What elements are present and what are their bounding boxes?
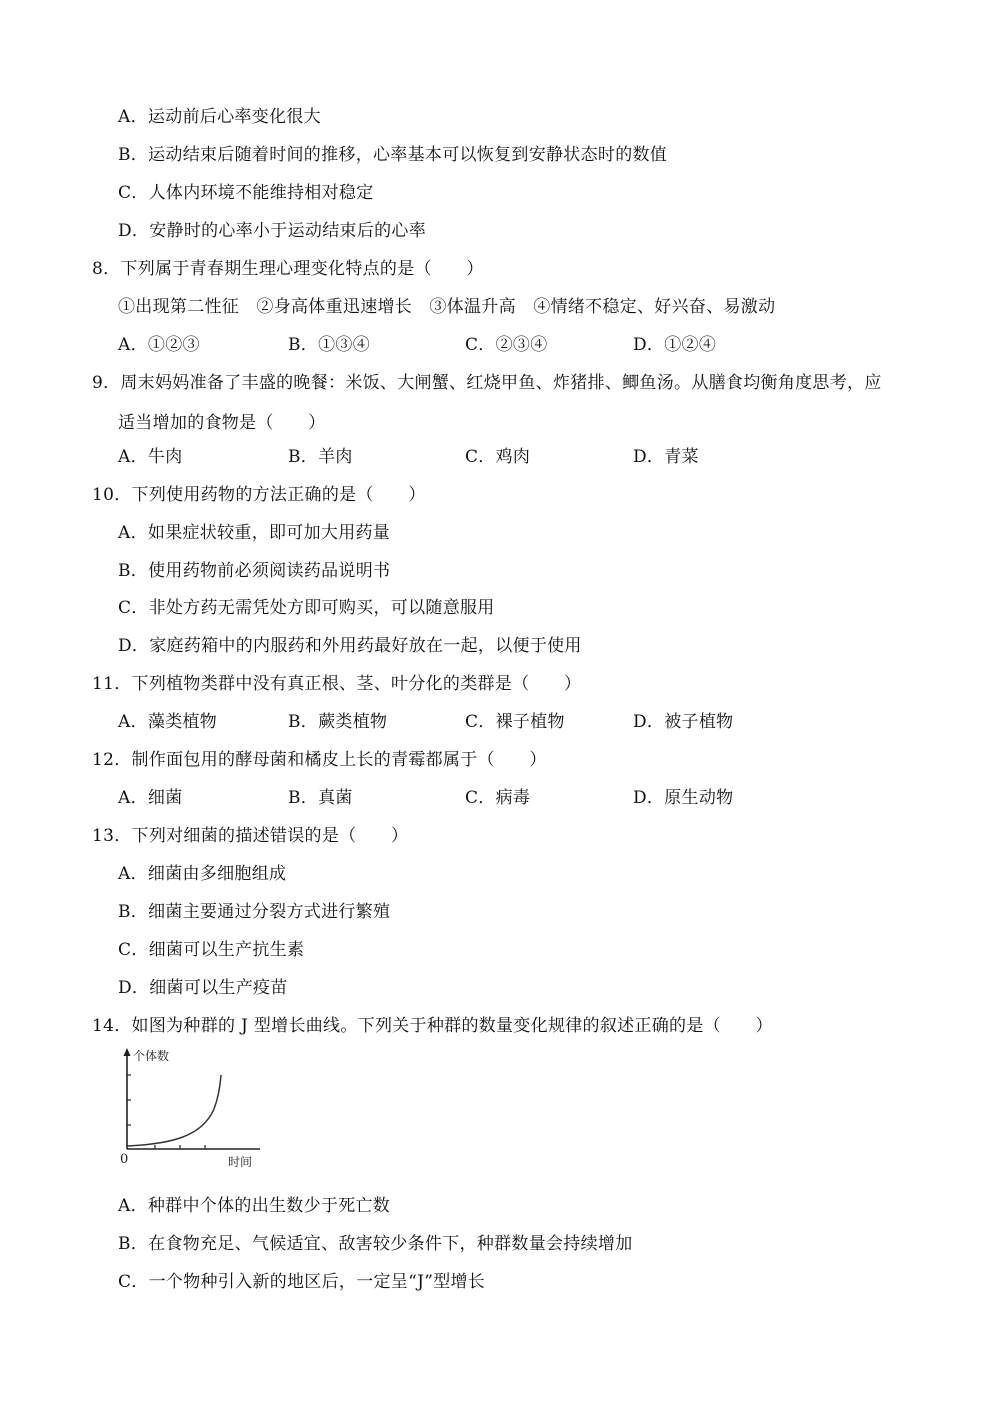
q11-option-c: C．裸子植物 [465, 712, 565, 732]
q13-option-b: B．细菌主要通过分裂方式进行繁殖 [118, 902, 391, 922]
q12-options [118, 787, 918, 809]
q9-stem-line2: 适当增加的食物是（ ） [118, 413, 326, 433]
q13-stem: 13．下列对细菌的描述错误的是（ ） [92, 826, 409, 846]
q10-option-c: C．非处方药无需凭处方即可购买，可以随意服用 [118, 598, 495, 618]
q14-option-a: A．种群中个体的出生数少于死亡数 [118, 1196, 391, 1216]
q12-option-d: D．原生动物 [633, 788, 734, 808]
q11-option-a: A．藻类植物 [118, 712, 218, 732]
origin-label: 0 [120, 1152, 129, 1167]
q11-option-b: B．蕨类植物 [288, 712, 388, 732]
q10-option-a: A．如果症状较重，即可加大用药量 [118, 523, 391, 543]
q13-option-c: C．细菌可以生产抗生素 [118, 940, 305, 960]
q9-option-c: C．鸡肉 [465, 447, 531, 467]
q9-stem-line1: 9．周末妈妈准备了丰盛的晚餐：米饭、大闸蟹、红烧甲鱼、炸猪排、鲫鱼汤。从膳食均衡角度思考，应 [92, 373, 882, 393]
q10-option-b: B．使用药物前必须阅读药品说明书 [118, 561, 391, 581]
y-axis-arrow-icon [124, 1048, 131, 1056]
q7-option-a: A．运动前后心率变化很大 [118, 107, 321, 127]
q13-option-d: D．细菌可以生产疫苗 [118, 978, 288, 998]
q14-stem: 14．如图为种群的 J 型增长曲线。下列关于种群的数量变化规律的叙述正确的是（ ） [92, 1016, 773, 1036]
q9-option-a: A．牛肉 [118, 447, 183, 467]
q8-option-d: D．①②④ [633, 335, 717, 355]
y-axis-label: 个体数 [133, 1049, 170, 1063]
q11-option-d: D．被子植物 [633, 712, 734, 732]
q10-stem: 10．下列使用药物的方法正确的是（ ） [92, 485, 426, 505]
q11-stem: 11．下列植物类群中没有真正根、茎、叶分化的类群是（ ） [92, 674, 582, 694]
j-curve [127, 1075, 221, 1146]
q12-option-c: C．病毒 [465, 788, 531, 808]
q14-option-b: B．在食物充足、气候适宜、敌害较少条件下，种群数量会持续增加 [118, 1234, 633, 1254]
j-curve-figure [110, 1045, 280, 1170]
q8-option-c: C．②③④ [465, 335, 548, 355]
q8-stem: 8．下列属于青春期生理心理变化特点的是（ ） [92, 259, 484, 279]
q12-option-a: A．细菌 [118, 788, 183, 808]
q8-option-b: B．①③④ [288, 335, 370, 355]
q7-option-c: C．人体内环境不能维持相对稳定 [118, 183, 374, 203]
q9-option-b: B．羊肉 [288, 447, 353, 467]
q9-options [118, 446, 918, 468]
q8-option-a: A．①②③ [118, 335, 200, 355]
q12-option-b: B．真菌 [288, 788, 353, 808]
q8-options [118, 334, 918, 356]
q14-option-c: C．一个物种引入新的地区后，一定呈“J”型增长 [118, 1272, 486, 1292]
x-axis-label: 时间 [228, 1155, 253, 1169]
q11-options [118, 711, 918, 733]
q10-option-d: D．家庭药箱中的内服药和外用药最好放在一起，以便于使用 [118, 636, 582, 656]
q7-option-b: B．运动结束后随着时间的推移，心率基本可以恢复到安静状态时的数值 [118, 145, 668, 165]
q7-option-d: D．安静时的心率小于运动结束后的心率 [118, 221, 427, 241]
q12-stem: 12．制作面包用的酵母菌和橘皮上长的青霉都属于（ ） [92, 750, 547, 770]
q8-items: ①出现第二性征 ②身高体重迅速增长 ③体温升高 ④情绪不稳定、好兴奋、易激动 [118, 297, 776, 317]
q9-option-d: D．青菜 [633, 447, 699, 467]
q13-option-a: A．细菌由多细胞组成 [118, 864, 287, 884]
